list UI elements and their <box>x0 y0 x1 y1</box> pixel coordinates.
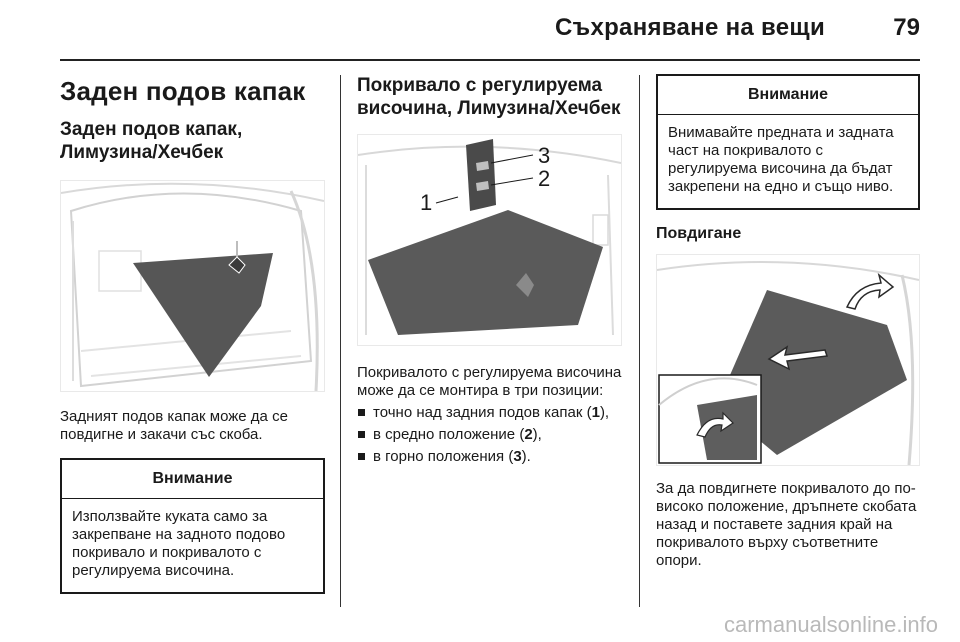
adjustable-cover-figure <box>357 134 622 346</box>
floor-cover-figure <box>60 180 325 392</box>
lifting-illustration <box>657 255 919 465</box>
callout-3: 3 <box>538 143 551 168</box>
list-item: точно над задния подов капак (1), <box>357 404 622 422</box>
lifting-paragraph: За да повдигнете покривалото до по-високо положение, дръпнете скобата назад и поставете задния край на покривалото върху съответните опори. <box>656 480 917 569</box>
warning-text: Внимавайте предната и задната част на покривалото с регулируема височина да бъдат закрепени на едно и също ниво. <box>668 124 894 195</box>
column-divider-1 <box>340 75 341 607</box>
lifting-figure <box>656 254 920 466</box>
subsection-title: Заден подов капак, Лимузина/Хечбек <box>60 119 243 163</box>
adjustable-cover-intro: Покривалото с регулируема височина може да се монтира в три позиции: <box>357 364 622 399</box>
position-list <box>357 404 622 466</box>
header-rule <box>60 59 920 61</box>
list-item: в горно положения (3). <box>357 448 622 466</box>
warning-text: Използвайте куката само за закрепване на задното подово покривало и покривалото с регулируема височина. <box>72 508 286 579</box>
warning-box-left <box>60 458 325 594</box>
right-column <box>656 70 920 570</box>
watermark: carmanualsonline.info <box>723 612 938 637</box>
page-number: 79 <box>893 14 920 41</box>
adjustable-cover-illustration <box>358 135 621 345</box>
callout-2: 2 <box>538 166 551 191</box>
lifting-heading: Повдигане <box>656 225 742 242</box>
left-column <box>60 70 325 594</box>
floor-cover-paragraph: Задният подов капак може да се повдигне и закачи със скоба. <box>60 408 288 443</box>
floor-cover-illustration <box>61 181 324 391</box>
warning-box-right <box>656 74 920 210</box>
callout-1: 1 <box>420 190 433 215</box>
warning-title: Внимание <box>658 76 918 115</box>
column-divider-2 <box>639 75 640 607</box>
warning-title: Внимание <box>62 460 323 499</box>
list-item: в средно положение (2), <box>357 426 622 444</box>
running-header-title: Съхраняване на вещи <box>555 14 825 41</box>
adjustable-cover-title: Покривало с регулируема височина, Лимузина/Хечбек <box>357 75 621 119</box>
middle-column <box>357 70 622 470</box>
section-title: Заден подов капак <box>60 76 306 106</box>
